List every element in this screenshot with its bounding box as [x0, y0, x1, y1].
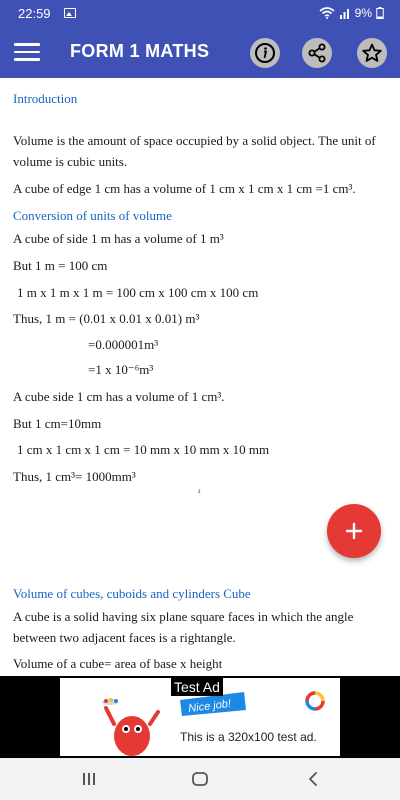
paragraph-line: Thus, 1 cm³= 1000mm³ [13, 469, 136, 484]
battery-icon [376, 7, 384, 19]
info-button[interactable] [250, 38, 280, 68]
home-button[interactable] [188, 768, 212, 790]
recents-button[interactable] [77, 768, 101, 790]
paragraph-line: Volume is the amount of space occupied by a solid object. The unit of [13, 133, 376, 148]
ad-banner[interactable] [0, 676, 400, 758]
paragraph-line: between two adjacent faces is a rightangle. [13, 630, 236, 645]
recents-icon [81, 771, 97, 787]
wifi-icon [319, 7, 335, 19]
menu-icon[interactable] [14, 43, 40, 63]
ad-logo-icon [304, 690, 326, 712]
status-time: 22:59 [18, 6, 51, 21]
paragraph-line: volume is cubic units. [13, 154, 128, 169]
paragraph-line: =0.000001m³ [88, 337, 159, 352]
lesson-content[interactable] [0, 78, 400, 676]
paragraph-line: Thus, 1 m = (0.01 x 0.01 x 0.01) m³ [13, 311, 200, 326]
back-icon [306, 771, 320, 787]
ad-label: Test Ad [171, 678, 223, 696]
ad-text: This is a 320x100 test ad. [180, 730, 317, 744]
paragraph-line: 1 m x 1 m x 1 m = 100 cm x 100 cm x 100 cm [17, 285, 259, 300]
paragraph-line: A cube of edge 1 cm has a volume of 1 cm x 1 cm x 1 cm =1 cm³. [13, 181, 356, 196]
image-notification-icon [64, 8, 76, 18]
status-indicators [319, 6, 384, 20]
share-button[interactable] [302, 38, 332, 68]
paragraph-line: But 1 cm=10mm [13, 416, 102, 431]
intro-heading: Introduction [13, 91, 78, 106]
battery-percent: 9% [354, 6, 372, 20]
app-bar [0, 28, 400, 78]
paragraph-line: 1 cm x 1 cm x 1 cm = 10 mm x 10 mm x 10 mm [17, 442, 270, 457]
favorite-button[interactable] [357, 38, 387, 68]
paragraph-line: A cube is a solid having six plane square faces in which the angle [13, 609, 354, 624]
plus-icon [345, 522, 363, 540]
paragraph-line: =1 x 10⁻⁶m³ [88, 362, 154, 377]
home-icon [191, 771, 209, 787]
stray-mark: ² [198, 488, 201, 497]
status-bar [0, 0, 400, 28]
star-icon [361, 42, 383, 64]
share-icon [306, 42, 328, 64]
info-icon [254, 42, 276, 64]
paragraph-line: But 1 m = 100 cm [13, 258, 108, 273]
paragraph-line: A cube side 1 cm has a volume of 1 cm³. [13, 389, 225, 404]
signal-icon [339, 7, 351, 19]
paragraph-line: Volume of a cube= area of base x height [13, 656, 223, 671]
mascot-illustration [102, 696, 162, 756]
conversion-heading: Conversion of units of volume [13, 208, 172, 223]
add-button[interactable] [327, 504, 381, 558]
back-button[interactable] [301, 768, 325, 790]
page-title: FORM 1 MATHS [70, 41, 210, 61]
cubes-heading: Volume of cubes, cuboids and cylinders Cube [13, 586, 251, 601]
ad-banner-text: Nice job! [187, 697, 232, 715]
system-nav-bar [0, 758, 400, 800]
paragraph-line: A cube of side 1 m has a volume of 1 m³ [13, 231, 224, 246]
